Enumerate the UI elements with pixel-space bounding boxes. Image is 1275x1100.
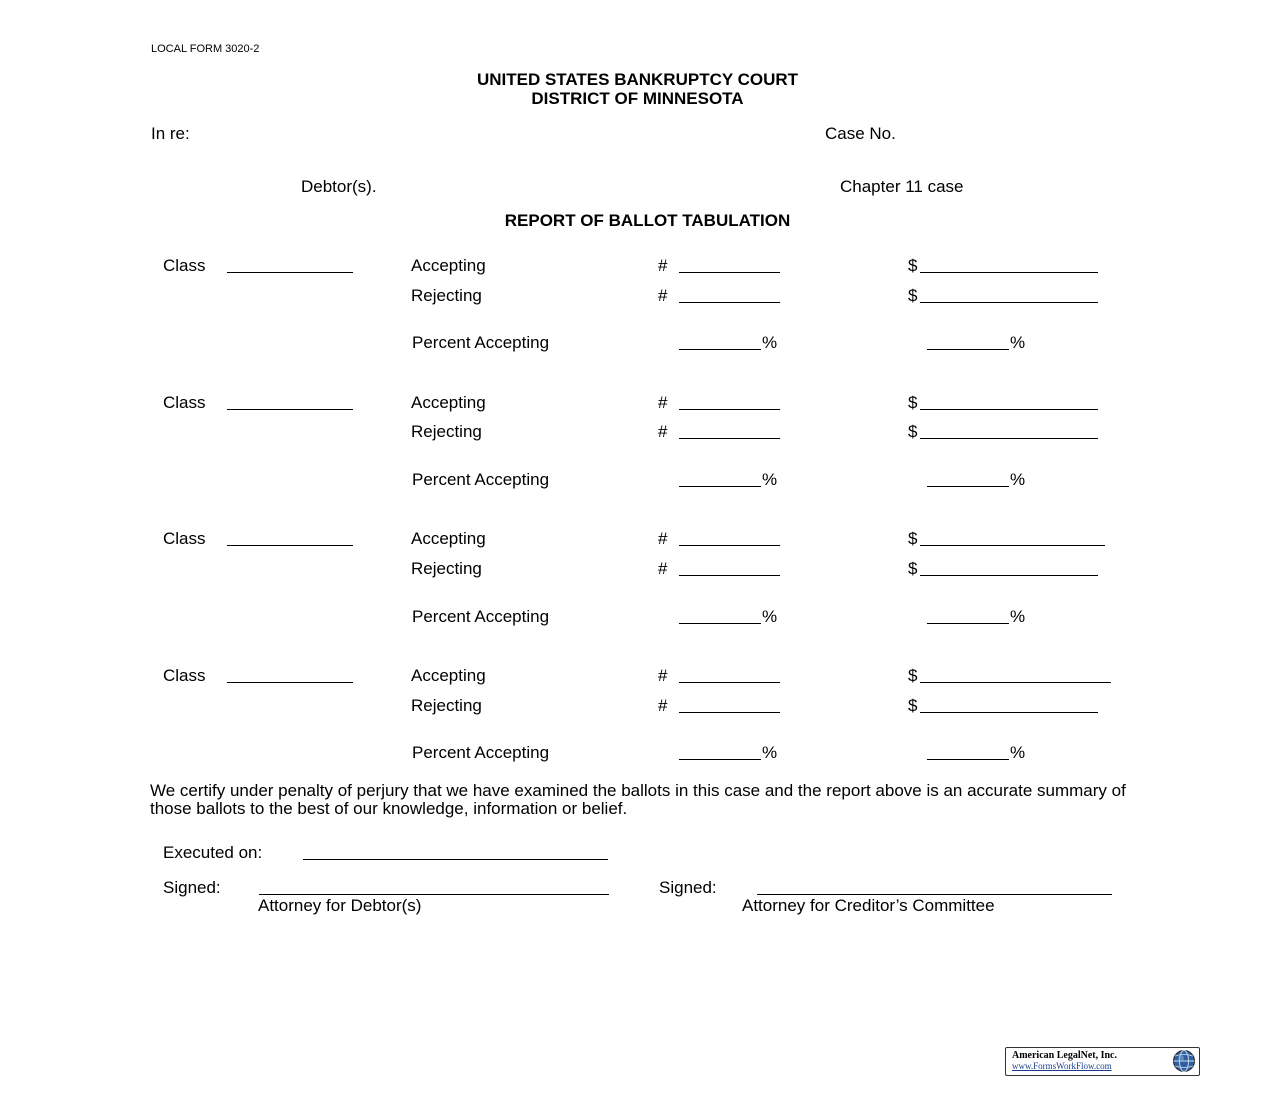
logo-company-name: American LegalNet, Inc. bbox=[1012, 1050, 1117, 1061]
hash-sign: # bbox=[658, 422, 668, 441]
executed-on-field[interactable] bbox=[303, 844, 608, 860]
accepting-count-field[interactable] bbox=[679, 394, 780, 410]
rejecting-label: Rejecting bbox=[411, 422, 482, 441]
dollar-sign: $ bbox=[908, 256, 918, 275]
accepting-amount-field[interactable] bbox=[920, 394, 1098, 410]
accepting-count-field[interactable] bbox=[679, 257, 780, 273]
attorney-committee-caption: Attorney for Creditor’s Committee bbox=[742, 896, 995, 915]
percent-count-field[interactable] bbox=[679, 608, 761, 624]
rejecting-label: Rejecting bbox=[411, 696, 482, 715]
dollar-sign: $ bbox=[908, 559, 918, 578]
signed-label-debtor: Signed: bbox=[163, 878, 221, 897]
percent-sign: % bbox=[762, 743, 778, 762]
accepting-count-field[interactable] bbox=[679, 667, 780, 683]
globe-icon bbox=[1172, 1049, 1196, 1073]
percent-sign: % bbox=[762, 607, 778, 626]
percent-count-field[interactable] bbox=[679, 334, 761, 350]
committee-signature-field[interactable] bbox=[757, 879, 1112, 895]
court-name: UNITED STATES BANKRUPTCY COURT bbox=[476, 70, 799, 89]
percent-amount-field[interactable] bbox=[927, 744, 1009, 760]
accepting-label: Accepting bbox=[411, 393, 486, 412]
class-field[interactable] bbox=[227, 667, 353, 683]
rejecting-count-field[interactable] bbox=[679, 287, 780, 303]
class-label: Class bbox=[163, 393, 206, 412]
attorney-debtor-caption: Attorney for Debtor(s) bbox=[258, 896, 422, 915]
percent-accepting-label: Percent Accepting bbox=[412, 743, 550, 762]
accepting-amount-field[interactable] bbox=[920, 257, 1098, 273]
percent-sign: % bbox=[762, 470, 778, 489]
dollar-sign: $ bbox=[908, 666, 918, 685]
class-field[interactable] bbox=[227, 257, 353, 273]
hash-sign: # bbox=[658, 696, 668, 715]
signed-label-committee: Signed: bbox=[659, 878, 717, 897]
class-field[interactable] bbox=[227, 530, 353, 546]
dollar-sign: $ bbox=[908, 696, 918, 715]
percent-count-field[interactable] bbox=[679, 471, 761, 487]
hash-sign: # bbox=[658, 529, 668, 548]
rejecting-amount-field[interactable] bbox=[920, 560, 1098, 576]
percent-sign: % bbox=[1010, 607, 1026, 626]
percent-sign: % bbox=[1010, 333, 1026, 352]
logo-url[interactable]: www.FormsWorkFlow.com bbox=[1012, 1061, 1112, 1071]
percent-amount-field[interactable] bbox=[927, 608, 1009, 624]
percent-amount-field[interactable] bbox=[927, 471, 1009, 487]
debtors-label: Debtor(s). bbox=[301, 177, 377, 196]
rejecting-amount-field[interactable] bbox=[920, 423, 1098, 439]
accepting-label: Accepting bbox=[411, 529, 486, 548]
rejecting-amount-field[interactable] bbox=[920, 287, 1098, 303]
percent-accepting-label: Percent Accepting bbox=[412, 607, 550, 626]
rejecting-label: Rejecting bbox=[411, 286, 482, 305]
class-field[interactable] bbox=[227, 394, 353, 410]
in-re-label: In re: bbox=[151, 124, 190, 143]
percent-accepting-label: Percent Accepting bbox=[412, 333, 550, 352]
form-number: LOCAL FORM 3020-2 bbox=[151, 43, 260, 55]
accepting-label: Accepting bbox=[411, 256, 486, 275]
dollar-sign: $ bbox=[908, 286, 918, 305]
percent-sign: % bbox=[1010, 470, 1026, 489]
accepting-amount-field[interactable] bbox=[920, 530, 1105, 546]
rejecting-label: Rejecting bbox=[411, 559, 482, 578]
hash-sign: # bbox=[658, 286, 668, 305]
certification-statement: We certify under penalty of perjury that we have examined the ballots in this case and the report above is an accurate summary of those ballots to the best of our knowledge, information or belief. bbox=[150, 781, 1126, 818]
form-title: REPORT OF BALLOT TABULATION bbox=[504, 211, 791, 230]
percent-sign: % bbox=[762, 333, 778, 352]
percent-count-field[interactable] bbox=[679, 744, 761, 760]
court-district: DISTRICT OF MINNESOTA bbox=[531, 89, 744, 108]
percent-sign: % bbox=[1010, 743, 1026, 762]
hash-sign: # bbox=[658, 393, 668, 412]
dollar-sign: $ bbox=[908, 529, 918, 548]
debtor-signature-field[interactable] bbox=[259, 879, 609, 895]
executed-on-label: Executed on: bbox=[163, 843, 263, 862]
chapter-label: Chapter 11 case bbox=[840, 177, 964, 196]
percent-amount-field[interactable] bbox=[927, 334, 1009, 350]
legalnet-logo[interactable] bbox=[1005, 1047, 1200, 1076]
dollar-sign: $ bbox=[908, 393, 918, 412]
accepting-label: Accepting bbox=[411, 666, 486, 685]
hash-sign: # bbox=[658, 256, 668, 275]
rejecting-amount-field[interactable] bbox=[920, 697, 1098, 713]
dollar-sign: $ bbox=[908, 422, 918, 441]
rejecting-count-field[interactable] bbox=[679, 697, 780, 713]
hash-sign: # bbox=[658, 559, 668, 578]
percent-accepting-label: Percent Accepting bbox=[412, 470, 550, 489]
class-label: Class bbox=[163, 666, 206, 685]
class-label: Class bbox=[163, 256, 206, 275]
hash-sign: # bbox=[658, 666, 668, 685]
class-label: Class bbox=[163, 529, 206, 548]
accepting-count-field[interactable] bbox=[679, 530, 780, 546]
accepting-amount-field[interactable] bbox=[920, 667, 1111, 683]
case-number-label: Case No. bbox=[825, 124, 896, 143]
rejecting-count-field[interactable] bbox=[679, 560, 780, 576]
rejecting-count-field[interactable] bbox=[679, 423, 780, 439]
